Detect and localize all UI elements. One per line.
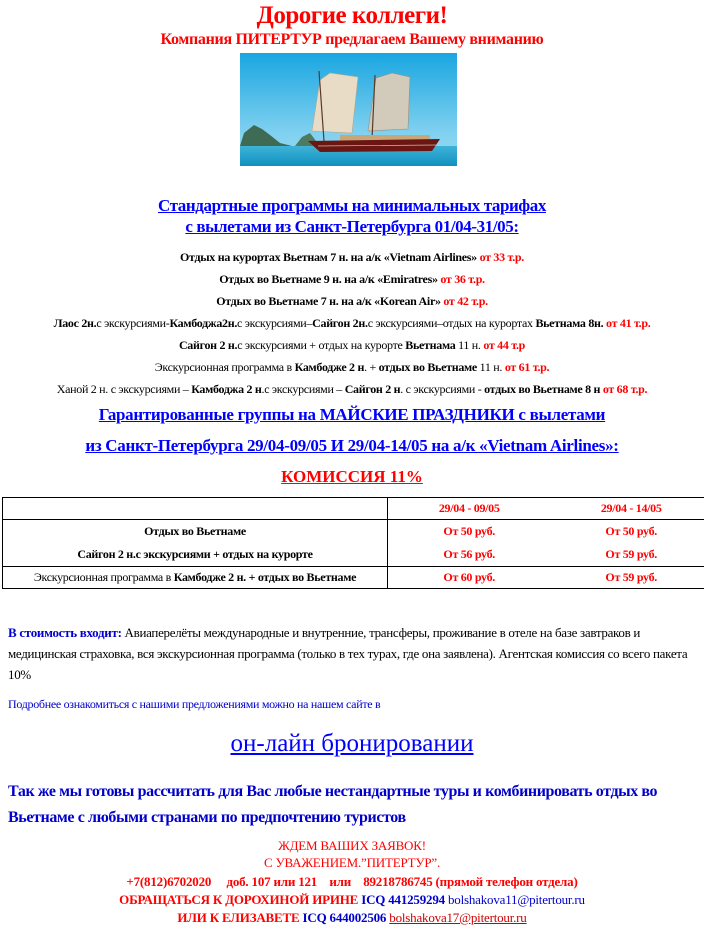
offer-text: . с экскурсиями - — [400, 382, 485, 396]
phone-ext: доб. 107 или 121 — [226, 874, 318, 889]
offer-text: . + — [364, 360, 379, 374]
phone-main: +7(812)6702020 — [126, 874, 212, 889]
program-name: Отдых во Вьетнаме — [144, 524, 246, 538]
offer-line — [0, 382, 704, 397]
table-row — [3, 567, 704, 589]
phone-or: или — [329, 874, 351, 889]
table-cell-program — [3, 520, 388, 567]
offer-text: с экскурсиями + отдых на курорте — [237, 338, 406, 352]
offer-line — [0, 338, 704, 353]
offer-price: от 41 т.р. — [606, 316, 651, 330]
offer-line — [0, 250, 704, 265]
offer-price: от 44 т.р — [483, 338, 526, 352]
offer-text: .с экскурсиями – — [261, 382, 345, 396]
contact2-icq: ICQ 644002506 — [302, 910, 387, 925]
footer-line2: С УВАЖЕНИЕМ.”ПИТЕРТУР”. — [263, 855, 441, 870]
offer-text-bold: отдых во Вьетнаме — [378, 360, 477, 374]
offer-price: от 42 т.р. — [443, 294, 488, 308]
offer-line — [0, 272, 704, 287]
offer-text-bold: отдых во Вьетнаме 8 н — [484, 382, 603, 396]
offer-text: с экскурсиями- — [96, 316, 170, 330]
online-booking-link-text[interactable]: он-лайн бронировании — [230, 730, 474, 757]
includes-label: В стоимость входит: — [8, 625, 122, 640]
table-header-date2: 29/04 - 14/05 — [550, 498, 704, 520]
offer-line — [0, 316, 704, 331]
offer-text-bold: Сайгон 2н. — [312, 316, 368, 330]
footer-contact2 — [0, 910, 704, 926]
program-name-bold: Камбодже 2 н. + отдых во Вьетнаме — [173, 570, 357, 584]
offer-text: Экскурсионная программа в — [154, 360, 295, 374]
offer-text: с экскурсиями–отдых на курортах — [367, 316, 536, 330]
boat-image — [240, 53, 457, 166]
table-cell-price — [388, 520, 551, 567]
group-prices-table — [2, 497, 704, 589]
offer-text: с экскурсиями– — [237, 316, 313, 330]
page-subtitle: Компания ПИТЕРТУР предлагаем Вашему вниманию — [160, 31, 544, 48]
contact1-email[interactable]: bolshakova11@pitertour.ru — [448, 892, 585, 907]
price-includes-paragraph — [8, 622, 698, 685]
table-cell-price — [550, 520, 704, 567]
price-value: От 56 руб. — [443, 547, 495, 561]
contact1-icq: ICQ 441259294 — [361, 892, 445, 907]
offer-text-bold: Камбоджа 2 н — [191, 382, 262, 396]
offer-text-bold: Отдых на курортах Вьетнам 7 н. на а/к «Vietnam Airlines» — [180, 250, 480, 264]
price-value: От 50 руб. — [605, 524, 657, 538]
online-booking-link[interactable] — [0, 730, 704, 758]
table-cell-price: От 59 руб. — [550, 567, 704, 589]
groups-heading-line2[interactable]: из Санкт-Петербурга 29/04-09/05 И 29/04-14/05 на а/к «Vietnam Airlines»: — [85, 436, 619, 455]
page-title: Дорогие коллеги! — [256, 2, 448, 29]
price-value: От 59 руб. — [605, 547, 657, 561]
price-value: От 50 руб. — [443, 524, 495, 538]
offer-price: от 61 т.р. — [504, 360, 550, 374]
table-header-program — [3, 498, 388, 520]
offer-text-bold: Вьетнама — [405, 338, 456, 352]
commission-label[interactable]: КОМИССИЯ 11% — [281, 467, 423, 486]
offer-line — [0, 360, 704, 375]
custom-tours-text: Так же мы готовы рассчитать для Вас любые нестандартные туры и комбинировать отдых во Вьетнаме с любыми странами по предпочтению туристов — [8, 783, 658, 826]
table-cell-price: От 60 руб. — [388, 567, 551, 589]
table-header-date1: 29/04 - 09/05 — [388, 498, 551, 520]
offer-price: от 68 т.р. — [602, 382, 648, 396]
offer-text-bold: Камбодже 2 н — [294, 360, 365, 374]
table-header-row — [3, 498, 704, 520]
table-cell-program — [3, 567, 388, 589]
phone-direct: 89218786745 (прямой телефон отдела) — [363, 874, 578, 889]
standard-programs-heading[interactable] — [0, 195, 704, 237]
footer-line1: ЖДЕМ ВАШИХ ЗАЯВОК! — [278, 838, 426, 853]
standard-heading-line1[interactable]: Стандартные программы на минимальных тарифах — [158, 196, 546, 215]
program-name: Сайгон 2 н.с экскурсиями + отдых на курорте — [77, 547, 313, 561]
offer-text-bold: Сайгон 2 н — [344, 382, 401, 396]
contact2-label: ИЛИ К ЕЛИЗАВЕТЕ — [177, 910, 300, 925]
offer-text: 11 н. — [476, 360, 505, 374]
offer-text: 11 н. — [455, 338, 484, 352]
offer-price: от 36 т.р. — [440, 272, 485, 286]
offer-text-bold: Камбоджа2н. — [169, 316, 238, 330]
offer-text-bold: Отдых во Вьетнаме 7 н. на а/к «Korean Air» — [216, 294, 444, 308]
standard-heading-line2[interactable]: с вылетами из Санкт-Петербурга 01/04-31/05: — [185, 217, 519, 236]
footer-phones — [0, 874, 704, 890]
program-name-plain: Экскурсионная программа в — [33, 570, 174, 584]
includes-text: Авиаперелёты международные и внутренние, трансферы, проживание в отеле на базе завтраков и медицинская страховка, вся экскурсионная программа (только в тех турах, где она заявлена). Агентская комиссия со всего пакета 10% — [8, 625, 688, 682]
offer-line — [0, 294, 704, 309]
offer-price: от 33 т.р. — [479, 250, 524, 264]
offer-text-bold: Отдых во Вьетнаме 9 н. на а/к «Emiratres» — [219, 272, 441, 286]
contact2-email-link[interactable]: bolshakova17@pitertour.ru — [389, 910, 527, 925]
more-info-text: Подробнее ознакомиться с нашими предложениями можно на нашем сайте в — [8, 697, 381, 711]
table-row — [3, 520, 704, 567]
offer-text-bold: Сайгон 2 н. — [178, 338, 238, 352]
offer-text: Ханой 2 н. с экскурсиями – — [56, 382, 192, 396]
offer-text-bold: Вьетнама 8н. — [535, 316, 607, 330]
offer-text-bold: Лаос 2н. — [53, 316, 97, 330]
footer-contact1 — [0, 892, 704, 908]
contact1-label: ОБРАЩАТЬСЯ К ДОРОХИНОЙ ИРИНЕ — [119, 892, 359, 907]
junk-boat-photo — [240, 53, 457, 166]
groups-heading-line1[interactable]: Гарантированные группы на МАЙСКИЕ ПРАЗДНИКИ с вылетами — [98, 405, 606, 424]
